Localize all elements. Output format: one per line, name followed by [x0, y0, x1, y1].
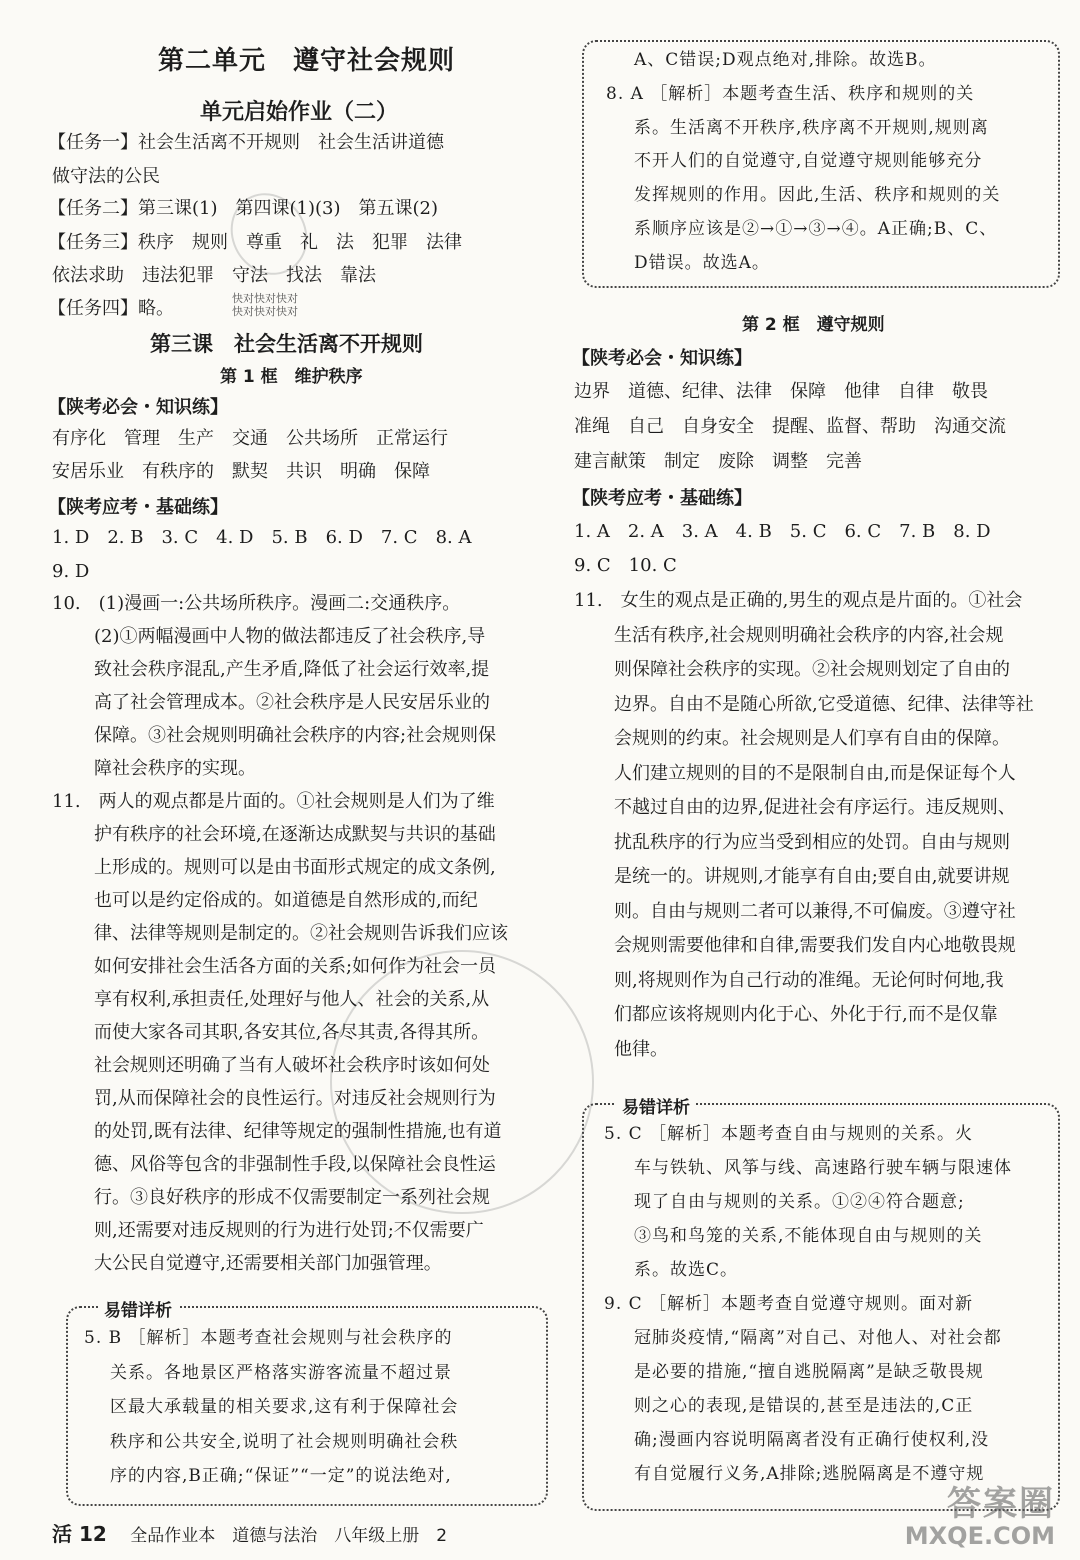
- task-line: 【任务一】社会生活离不开规则 社会生活讲道德: [48, 132, 444, 153]
- q11-line: 是统一的。讲规则,才能享有自由;要自由,就要讲规: [614, 866, 1010, 887]
- logo-url-text: MXQE.COM: [904, 1522, 1055, 1550]
- q11-line: 会规则需要他律和自律,需要我们发自内心地敬畏规: [614, 935, 1016, 956]
- error-analysis-line: 区最大承载量的相关要求,这有利于保障社会: [110, 1397, 459, 1417]
- knowledge-header: 【陕考必会・知识练】: [48, 397, 228, 418]
- task-line: 【任务四】略。: [48, 298, 174, 319]
- analysis-line: 发挥规则的作用。因此,生活、秩序和规则的关: [634, 185, 1001, 206]
- q11-line: 罚,从而保障社会的良性运行。对违反社会规则行为: [94, 1088, 496, 1109]
- error-analysis-label: 易错详析: [98, 1296, 178, 1321]
- frame-title: 第 2 框 遵守规则: [742, 315, 885, 335]
- error-analysis-line: 确;漫画内容说明隔离者没有正确行使权利,没: [634, 1430, 990, 1450]
- lesson-title: 第三课 社会生活离不开规则: [150, 332, 423, 356]
- error-analysis-line: 则之心的表现,是错误的,甚至是违法的,C正: [634, 1396, 974, 1416]
- knowledge-line: 安居乐业 有秩序的 默契 共识 明确 保障: [52, 461, 430, 482]
- task-line: 做守法的公民: [52, 166, 160, 187]
- start-homework-title: 单元启始作业（二）: [200, 100, 399, 125]
- analysis-line: 8. A ［解析］本题考查生活、秩序和规则的关: [606, 83, 975, 104]
- error-analysis-line: 5. B ［解析］本题考查社会规则与社会秩序的: [84, 1328, 453, 1348]
- answers-line: 1. D 2. B 3. C 4. D 5. B 6. D 7. C 8. A: [52, 527, 472, 548]
- q10-line: (2)①两幅漫画中人物的做法都违反了社会秩序,导: [94, 626, 486, 647]
- frame-title: 第 1 框 维护秩序: [220, 367, 363, 387]
- analysis-line: A、C错误;D观点绝对,排除。故选B。: [634, 50, 937, 70]
- error-analysis-line: 关系。各地景区严格落实游客流量不超过景: [110, 1362, 452, 1383]
- q11-line: 扰乱秩序的行为应当受到相应的处罚。自由与规则: [614, 831, 1010, 853]
- q11-line: 而使大家各司其职,各安其位,各尽其责,各得其所。: [94, 1022, 490, 1043]
- q11-line: 护有秩序的社会环境,在逐渐达成默契与共识的基础: [94, 824, 496, 845]
- error-analysis-line: 车与铁轨、风筝与线、高速路行驶车辆与限速体: [634, 1158, 1012, 1178]
- stamp-text: 快对快对快对 快对快对快对: [232, 292, 298, 318]
- q11-line: 则,还需要对违反规则的行为进行处罚;不仅需要广: [94, 1220, 484, 1241]
- answers-line: 9. D: [52, 561, 90, 582]
- q11-line: 11. 两人的观点都是片面的。①社会规则是人们为了维: [52, 791, 495, 812]
- task-line: 【任务二】第三课(1) 第四课(1)(3) 第五课(2): [48, 198, 438, 219]
- error-analysis-line: 系。故选C。: [634, 1260, 739, 1280]
- knowledge-line: 准绳 自己 自身安全 提醒、监督、帮助 沟通交流: [574, 416, 1006, 437]
- logo-main-text: 答案圈: [947, 1484, 1055, 1524]
- q11-line: 社会规则还明确了当有人破坏社会秩序时该如何处: [94, 1055, 490, 1076]
- error-analysis-line: 秩序和公共安全,说明了社会规则明确社会秩: [110, 1431, 459, 1452]
- error-analysis-line: 9. C ［解析］本题考查自觉遵守规则。面对新: [604, 1294, 974, 1314]
- analysis-line: D错误。故选A。: [634, 252, 770, 273]
- knowledge-line: 边界 道德、纪律、法律 保障 他律 自律 敬畏: [574, 381, 988, 402]
- q11-line: 会规则的约束。社会规则是人们享有自由的保障。: [614, 728, 1010, 749]
- error-analysis-line: 是必要的措施,“擅自逃脱隔离”是缺乏敬畏规: [634, 1362, 984, 1382]
- q11-line: 德、风俗等包含的非强制性手段,以保障社会良性运: [94, 1154, 496, 1175]
- q11-line: 则保障社会秩序的实现。②社会规则划定了自由的: [614, 659, 1010, 680]
- q11-line: 们都应该将规则内化于心、外化于行,而不是仅靠: [614, 1004, 998, 1025]
- error-analysis-label: 易错详析: [616, 1093, 696, 1118]
- book-title: 全品作业本 道德与法治 八年级上册 2: [130, 1526, 448, 1546]
- q11-line: 他律。: [614, 1038, 668, 1060]
- q11-line: 上形成的。规则可以是由书面形式规定的成文条例,: [94, 857, 496, 878]
- q11-line: 的处罚,既有法律、纪律等规定的强制性措施,也有道: [94, 1121, 502, 1142]
- knowledge-header: 【陕考必会・知识练】: [572, 348, 752, 369]
- q10-line: 障社会秩序的实现。: [94, 758, 256, 779]
- q10-line: 保障。③社会规则明确社会秩序的内容;社会规则保: [94, 725, 497, 746]
- q10-line: 高了社会管理成本。②社会秩序是人民安居乐业的: [94, 692, 490, 713]
- q11-line: 行。③良好秩序的形成不仅需要制定一系列社会规: [94, 1187, 490, 1208]
- q10-line: 10. (1)漫画一:公共场所秩序。漫画二:交通秩序。: [52, 593, 461, 614]
- analysis-line: 系。生活离不开秩序,秩序离不开规则,规则离: [634, 117, 989, 138]
- basic-header: 【陕考应考・基础练】: [48, 497, 228, 518]
- q10-line: 致社会秩序混乱,产生矛盾,降低了社会运行效率,提: [94, 659, 490, 680]
- error-analysis-line: 有自觉履行义务,A排除;逃脱隔离是不遵守规: [634, 1464, 985, 1484]
- analysis-line: 系顺序应该是②→①→③→④。A正确;B、C、: [634, 219, 998, 239]
- q11-line: 享有权利,承担责任,处理好与他人、社会的关系,从: [94, 989, 490, 1010]
- error-analysis-line: 5. C ［解析］本题考查自由与规则的关系。火: [604, 1124, 974, 1144]
- task-line: 依法求助 违法犯罪 守法 找法 靠法: [52, 265, 376, 286]
- q11-line: 人们建立规则的目的不是限制自由,而是保证每个人: [614, 762, 1016, 784]
- task-line: 【任务三】秩序 规则 尊重 礼 法 犯罪 法律: [48, 232, 462, 253]
- unit-title: 第二单元 遵守社会规则: [158, 46, 456, 76]
- error-analysis-line: 序的内容,B正确;“保证”“一定”的说法绝对,: [110, 1466, 452, 1486]
- q11-line: 律、法律等规则是制定的。②社会规则告诉我们应该: [94, 923, 508, 944]
- q11-line: 如何安排社会生活各方面的关系;如何作为社会一员: [94, 956, 497, 977]
- q11-line: 大公民自觉遵守,还需要相关部门加强管理。: [94, 1253, 442, 1274]
- error-analysis-line: ③鸟和鸟笼的关系,不能体现自由与规则的关: [634, 1226, 983, 1246]
- q11-line: 则,将规则作为自己行动的准绳。无论何时何地,我: [614, 969, 1004, 991]
- error-analysis-line: 冠肺炎疫情,“隔离”对自己、对他人、对社会都: [634, 1328, 1002, 1348]
- knowledge-line: 有序化 管理 生产 交通 公共场所 正常运行: [52, 428, 448, 449]
- answers-line: 1. A 2. A 3. A 4. B 5. C 6. C 7. B 8. D: [574, 521, 991, 542]
- page-footer: [52, 1518, 447, 1547]
- q11-line: 生活有秩序,社会规则明确社会秩序的内容,社会规: [614, 624, 1004, 646]
- q11-line: 11. 女生的观点是正确的,男生的观点是片面的。①社会: [574, 590, 1023, 611]
- q11-line: 边界。自由不是随心所欲,它受道德、纪律、法律等社: [614, 693, 1034, 715]
- q11-line: 不越过自由的边界,促进社会有序运行。违反规则、: [614, 797, 1016, 818]
- page-number: 活 12: [52, 1522, 107, 1546]
- error-analysis-line: 现了自由与规则的关系。①②④符合题意;: [634, 1192, 965, 1212]
- basic-header: 【陕考应考・基础练】: [572, 488, 752, 509]
- answers-line: 9. C 10. C: [574, 555, 677, 576]
- knowledge-line: 建言献策 制定 废除 调整 完善: [574, 451, 862, 472]
- q11-line: 也可以是约定俗成的。如道德是自然形成的,而纪: [94, 890, 478, 911]
- site-logo: [895, 1470, 1065, 1555]
- analysis-line: 不开人们的自觉遵守,自觉遵守规则能够充分: [634, 151, 983, 172]
- q11-line: 则。自由与规则二者可以兼得,不可偏废。③遵守社: [614, 900, 1016, 922]
